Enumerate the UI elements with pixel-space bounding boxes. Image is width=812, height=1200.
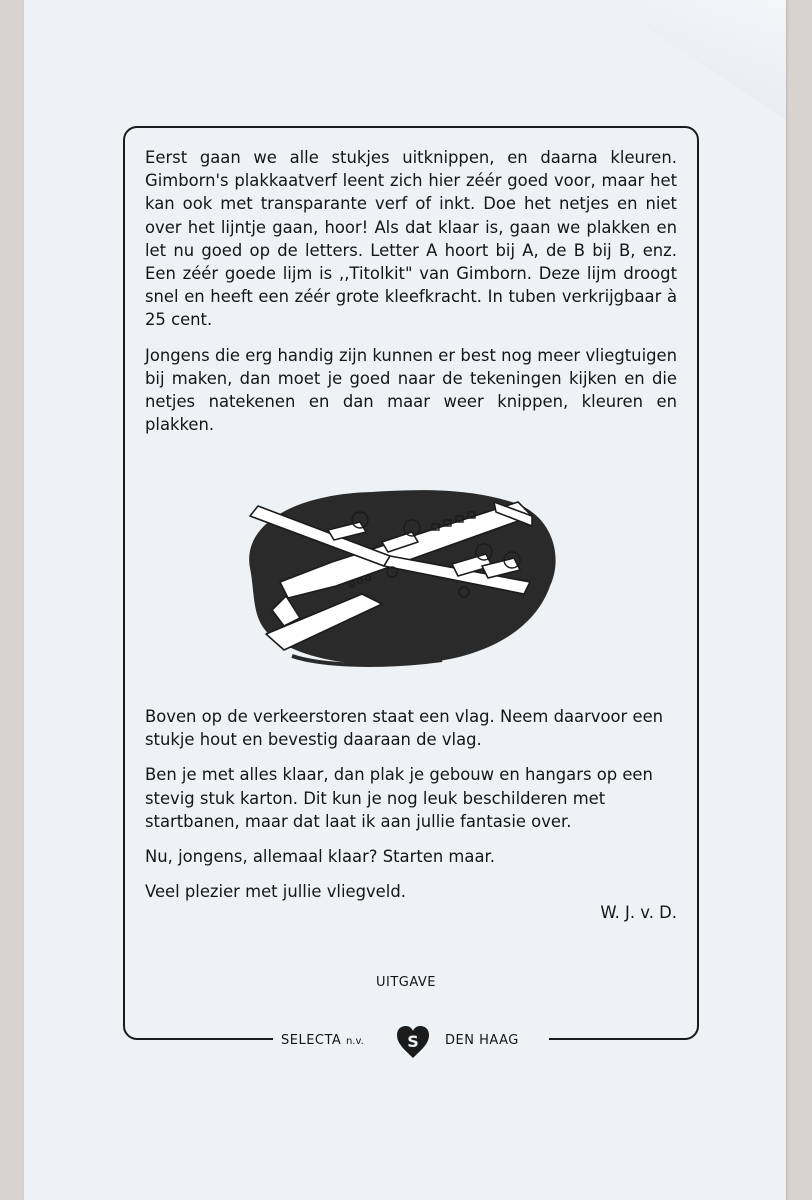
publisher-label: SELECTA bbox=[281, 1033, 342, 1048]
paragraph-fun: Veel plezier met jullie vliegveld. bbox=[145, 882, 406, 902]
publisher-footer bbox=[123, 1026, 699, 1056]
signature: W. J. v. D. bbox=[600, 903, 677, 922]
airplane-illustration bbox=[232, 486, 562, 668]
publisher-name bbox=[281, 1033, 364, 1048]
city-label: DEN HAAG bbox=[445, 1033, 519, 1048]
publisher-suffix: n.v. bbox=[345, 1036, 364, 1047]
logo-letter: S bbox=[407, 1032, 419, 1051]
closing-text bbox=[145, 705, 677, 915]
paragraph-start: Nu, jongens, allemaal klaar? Starten maar. bbox=[145, 847, 495, 867]
heart-logo-icon bbox=[395, 1024, 431, 1060]
intro-text bbox=[145, 146, 677, 448]
uitgave-label: UITGAVE bbox=[375, 975, 437, 990]
paragraph-flag: Boven op de verkeerstoren staat een vlag. Neem daarvoor een stukje hout en bevestig daaraan de vlag. bbox=[145, 707, 664, 750]
paragraph-cardboard: Ben je met alles klaar, dan plak je gebouw en hangars op een stevig stuk karton. Dit kun je nog leuk beschilderen met startbanen, maar dat laat ik aan jullie fantasie over. bbox=[145, 765, 653, 831]
paragraph-instructions: Eerst gaan we alle stukjes uitknippen, en daarna kleuren. Gimborn's plakkaatverf leent zich hier zéér goed voor, maar het kan ook met transparante verf of inkt. Doe het netjes en niet over het lijntje gaan, hoor! Als dat klaar is, gaan we plakken en let nu goed op de letters. Letter A hoort bij A, de B bij B, enz. Een zéér goede lijm is ,,Titolkit" van Gimborn. Deze lijm droogt snel en heeft een zéér grote kleefkracht. In tuben verkrijgbaar à 25 cent. bbox=[145, 148, 677, 330]
paragraph-extra-planes: Jongens die erg handig zijn kunnen er best nog meer vliegtuigen bij maken, dan moet je goed naar de tekeningen kijken en die netjes natekenen en dan maar weer knippen, kleuren en plakken. bbox=[145, 345, 677, 435]
